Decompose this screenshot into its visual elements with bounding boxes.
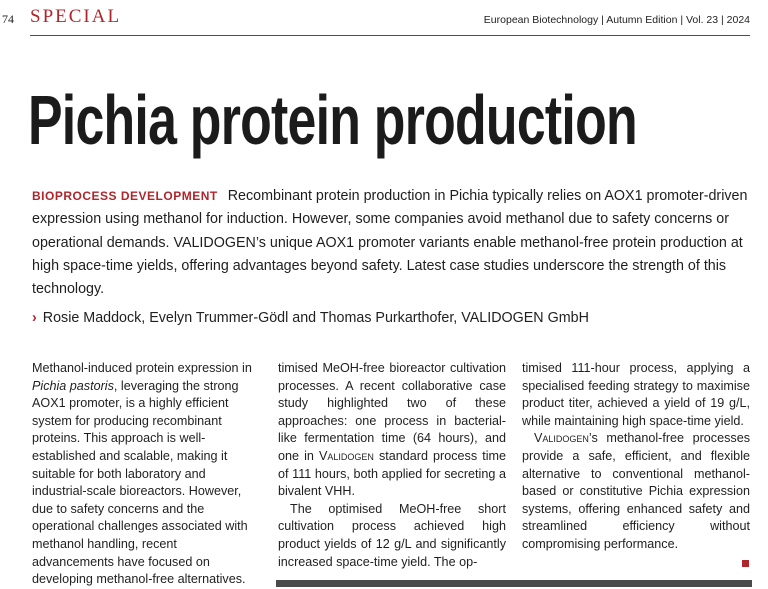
col1-species: Pichia pastoris <box>32 378 114 393</box>
page-number: 74 <box>2 12 14 26</box>
author-line <box>32 308 589 328</box>
col2-text-a: timised MeOH-free bioreactor cultivation processes. A recent collaborative case study highlighted two of these approaches: one process in bacterial-like fermentation time (64 hours), and one in <box>278 361 506 463</box>
col3-company: Validogen <box>534 431 589 446</box>
chevron-right-icon: › <box>32 310 37 326</box>
col2-text-b: standard process time of 111 hours, both applied for secreting a bivalent VHH. <box>278 448 507 499</box>
journal-info: European Biotechnology | Autumn Edition | Vol. 23 | 2024 <box>483 14 750 26</box>
col3-paragraph-1: timised 111-hour process, applying a specialised feeding strategy to maximise product titer, achieved a yield of 19 g/L, while maintaining high space-time yield. <box>522 361 750 428</box>
body-column-2 <box>278 360 506 571</box>
end-of-article-mark <box>742 560 749 567</box>
kicker-label: BIOPROCESS DEVELOPMENT <box>32 189 218 203</box>
authors-text: Rosie Maddock, Evelyn Trummer-Gödl and Thomas Purkarthofer, VALIDOGEN GmbH <box>42 310 589 326</box>
col3-text-b: ’s methanol-free processes provide a safe, efficient, and flexible alternative to conventional methanol-based or constitutive Pichia expression systems, offering enhanced safety and streamlined efficiency without compromising performance. <box>522 431 750 551</box>
col1-text-a: Methanol-induced protein expression in <box>32 361 252 375</box>
body-column-1 <box>32 360 260 589</box>
page-header <box>0 6 768 34</box>
lead-text: Recombinant protein production in Pichia typically relies on AOX1 promoter-driven expression using methanol for induction. However, some companies avoid methanol due to safety concerns or operational demands. VALIDOGEN’s unique AOX1 promoter variants enable methanol-free protein production at high space-time yields, offering advantages beyond safety. Latest case studies underscore the strength of this technology. <box>32 188 748 298</box>
image-strip <box>276 580 752 587</box>
header-rule <box>30 35 750 36</box>
col3-paragraph-2 <box>522 430 750 553</box>
lead-paragraph <box>32 185 752 301</box>
body-column-3 <box>522 360 750 554</box>
article-title: Pichia protein production <box>28 81 637 159</box>
col1-text-b: , leveraging the strong AOX1 promoter, is a highly efficient system for producing recombinant proteins. This approach is well-established and scalable, making it suitable for both laboratory and industrial-scale bioreactors. However, due to safety concerns and the operational challenges associated with methanol handling, recent advancements have focused on developing methanol-free alternatives. <box>32 378 248 587</box>
col2-paragraph-2: The optimised MeOH-free short cultivation process achieved high product yields of 12 g/L and significantly increased space-time yield. The op- <box>278 501 506 569</box>
col2-company: Validogen <box>318 448 374 463</box>
section-label: SPECIAL <box>30 6 122 27</box>
